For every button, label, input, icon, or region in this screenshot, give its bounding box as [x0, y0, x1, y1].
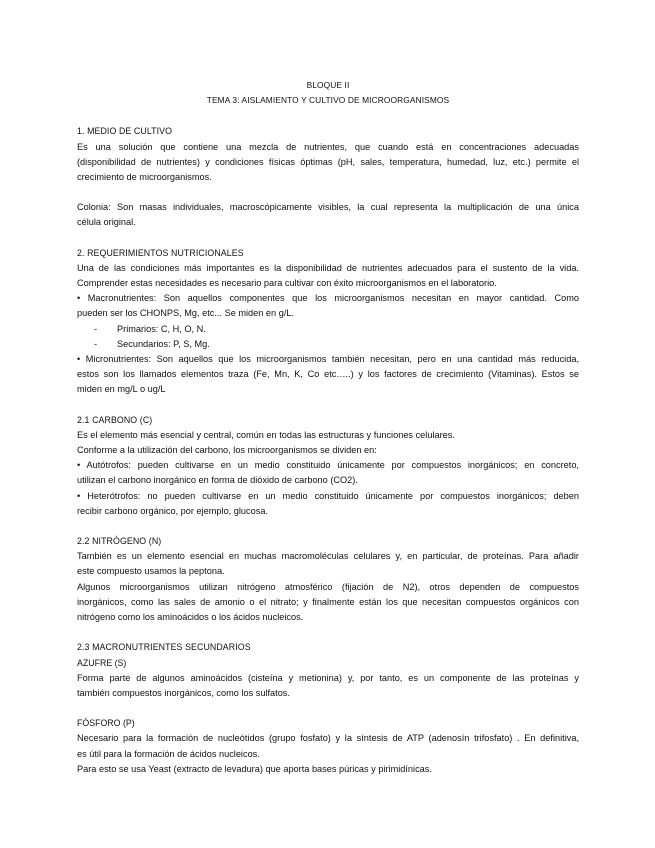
phosphorus-paragraph [77, 731, 579, 777]
text-line: estos son los llamados elementos traza (Fe, Mn, K, Co etc…..) y los factores de crecimiento (Vitaminas). Estos se [77, 369, 579, 380]
text-line: pueden ser los CHONPS, Mg, etc... Se miden en g/L. [77, 308, 295, 319]
list-item [77, 322, 579, 337]
text-line: También es un elemento esencial en muchas macromoléculas celulares y, en particular, de proteínas. Para añadir [77, 551, 579, 562]
section-2-2-heading: 2.2 NITRÓGENO (N) [77, 536, 162, 547]
text-line: crecimiento de microorganismos. [77, 172, 212, 183]
nitrogen-paragraph-1 [77, 549, 579, 579]
list-item [77, 337, 579, 352]
text-line: recibir carbono orgánico, por ejemplo, glucosa. [77, 505, 268, 516]
section-2-1-heading: 2.1 CARBONO (C) [77, 414, 153, 425]
dash-marker: - [94, 323, 98, 334]
macronutrients-paragraph [77, 291, 579, 321]
nitrogen-paragraph-2 [77, 580, 579, 626]
micronutrients-paragraph [77, 352, 579, 398]
topic-title: TEMA 3: AISLAMIENTO Y CULTIVO DE MICROORGANISMOS [206, 95, 450, 106]
text-line: • Heterótrofos: no pueden cultivarse en un medio constituido únicamente por compuestos inorgánicos; deben [77, 490, 579, 501]
text-line: también compuestos inorgánicos, como los sulfatos. [77, 687, 290, 698]
section-2-3-heading: 2.3 MACRONUTRIENTES SECUNDARIOS [77, 642, 251, 653]
text-line: nitrógeno como los aminoácidos o los ácidos nucleicos. [77, 612, 304, 623]
dash-marker: - [94, 338, 98, 349]
heterotrophs-paragraph [77, 489, 579, 519]
phosphorus-heading: FÓSFORO (P) [77, 718, 135, 729]
list-item-text: Primarios: C, H, O, N. [117, 323, 206, 334]
text-line: célula original. [77, 217, 136, 228]
autotrophs-paragraph [77, 458, 579, 488]
text-line: Colonia: Son masas individuales, macroscópicamente visibles, la cual representa la multiplicación de una única [77, 202, 579, 213]
text-line: miden en mg/L o ug/L [77, 384, 166, 395]
text-line: Es una solución que contiene una mezcla de nutrientes, que cuando está en concentraciones adecuadas [77, 141, 579, 152]
text-line: inorgánicos, como las sales de amonio o el nitrato; y finalmente están los que necesitan compuestos orgánicos con [77, 596, 579, 607]
text-line: Forma parte de algunos aminoácidos (cisteína y metionina) y, por tanto, es un componente de las proteínas y [77, 672, 579, 683]
text-line: • Macronutrientes: Son aquellos componentes que los microorganismos necesitan en mayor cantidad. Como [77, 293, 579, 304]
text-line: Para esto se usa Yeast (extracto de levadura) que aporta bases púricas y pirimidínicas. [77, 763, 432, 774]
colonia-paragraph [77, 200, 579, 230]
text-line: Una de las condiciones más importantes es la disponibilidad de nutrientes adecuados para el sustento de la vida. [77, 262, 579, 273]
text-line: Es el elemento más esencial y central, común en todas las estructuras y funciones celulares. [77, 429, 455, 440]
text-line: Conforme a la utilización del carbono, los microorganismos se dividen en: [77, 445, 377, 456]
document-body [77, 76, 579, 777]
sulfur-heading: AZUFRE (S) [77, 657, 127, 668]
text-line: • Autótrofos: pueden cultivarse en un medio constituido únicamente por compuestos inorgánicos; en concreto, [77, 460, 579, 471]
section-2-heading: 2. REQUERIMIENTOS NUTRICIONALES [77, 247, 244, 258]
text-line: • Micronutrientes: Son aquellos que los microorganismos también necesitan, pero en una cantidad más reducida, [77, 354, 579, 365]
text-line: (disponibilidad de nutrientes) y condiciones físicas óptimas (pH, sales, temperatura, humedad, luz, etc.) permite el [77, 156, 579, 167]
sulfur-paragraph [77, 671, 579, 701]
section-1-heading: 1. MEDIO DE CULTIVO [77, 126, 173, 137]
section-1-paragraph [77, 140, 579, 186]
text-line: utilizan el carbono inorgánico en forma de dióxido de carbono (CO2). [77, 475, 358, 486]
list-item-text: Secundarios: P, S, Mg. [117, 338, 210, 349]
text-line: Necesario para la formación de nucleótidos (grupo fosfato) y la síntesis de ATP (adenosín trifosfato) . En definitiva, [77, 733, 579, 744]
text-line: Algunos microorganismos utilizan nitrógeno atmosférico (fijación de N2), otros dependen de compuestos [77, 581, 579, 592]
section-2-intro [77, 261, 579, 291]
text-line: este compuesto usamos la peptona. [77, 566, 225, 577]
text-line: es útil para la formación de ácidos nucleicos. [77, 748, 260, 759]
carbon-intro [77, 428, 579, 458]
block-title: BLOQUE II [306, 80, 350, 90]
text-line: Comprender estas necesidades es necesario para cultivar con éxito microorganismos en el laboratorio. [77, 278, 497, 289]
